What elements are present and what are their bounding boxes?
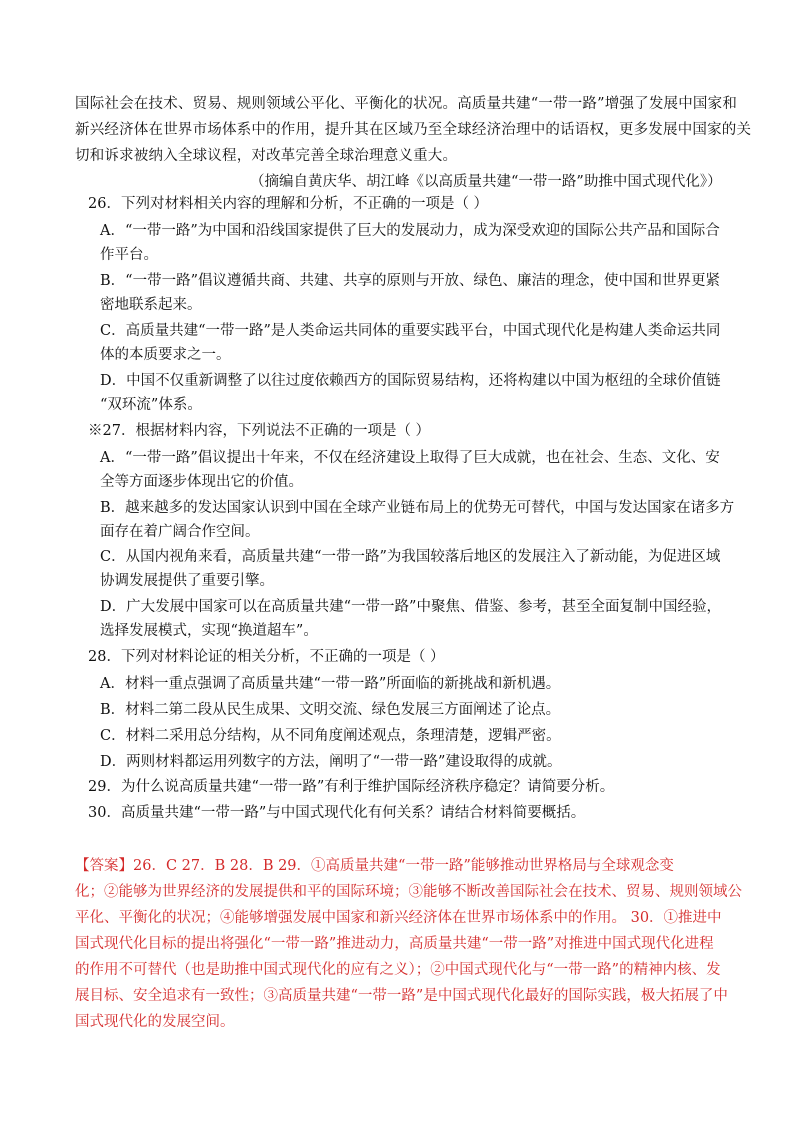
- q26-option-a: A．“一带一路”为中国和沿线国家提供了巨大的发展动力，成为深受欢迎的国际公共产品和国际合: [100, 223, 720, 239]
- q27-stem: ※27．根据材料内容，下列说法不正确的一项是（ ）: [88, 423, 431, 439]
- q27-option-b-cont: 面存在着广阔合作空间。: [100, 524, 260, 540]
- q27-option-c-cont: 协调发展提供了重要引擎。: [100, 573, 274, 589]
- q29-stem: 29．为什么说高质量共建“一带一路”有利于维护国际经济秩序稳定？请简要分析。: [88, 779, 615, 795]
- passage-line-3: 切和诉求被纳入全球议程，对改革完善全球治理意义重大。: [75, 148, 458, 164]
- answer-line-2: 化；②能够为世界经济的发展提供和平的国际环境；③能够不断改善国际社会在技术、贸易、规则领域公: [75, 884, 742, 900]
- q26-option-c-cont: 体的本质要求之一。: [100, 347, 231, 363]
- q27-option-b: B．越来越多的发达国家认识到中国在全球产业链布局上的优势无可替代，中国与发达国家在诸多方: [100, 500, 735, 516]
- q26-option-a-cont: 作平台。: [100, 247, 158, 263]
- q27-option-c: C．从国内视角来看，高质量共建“一带一路”为我国较落后地区的发展注入了新动能，为促进区域: [100, 549, 721, 565]
- answer-line-7: 国式现代化的发展空间。: [75, 1014, 235, 1030]
- answer-line-5: 的作用不可替代（也是助推中国式现代化的应有之义）；②中国式现代化与“一带一路”的精神内核、发: [75, 962, 721, 978]
- q26-stem: 26．下列对材料相关内容的理解和分析，不正确的一项是（ ）: [88, 196, 489, 212]
- q28-option-c: C．材料二采用总分结构，从不同角度阐述观点，条理清楚，逻辑严密。: [100, 728, 561, 744]
- q26-option-b-cont: 密地联系起来。: [100, 297, 202, 313]
- answer-line-4: 国式现代化目标的提出将强化“一带一路”推进动力，高质量共建“一带一路”对推进中国式现代化进程: [75, 936, 714, 952]
- answer-line-3: 平化、平衡化的状况；④能够增强发展中国家和新兴经济体在世界市场体系中的作用。 30．①推进中: [75, 910, 722, 926]
- q30-stem: 30．高质量共建“一带一路”与中国式现代化有何关系？请结合材料简要概括。: [88, 805, 586, 821]
- q26-option-b: B．“一带一路”倡议遵循共商、共建、共享的原则与开放、绿色、廉洁的理念，使中国和世界更紧: [100, 273, 720, 289]
- q27-option-d-cont: 选择发展模式，实现“换道超车”。: [100, 623, 318, 639]
- q28-stem: 28．下列对材料论证的相关分析，不正确的一项是（ ）: [88, 649, 445, 665]
- answer-line-6: 展目标、安全追求有一致性；③高质量共建“一带一路”是中国式现代化最好的国际实践，极大拓展了中: [75, 988, 728, 1004]
- q28-option-b: B．材料二第二段从民生成果、文明交流、绿色发展三方面阐述了论点。: [100, 702, 561, 718]
- passage-line-1: 国际社会在技术、贸易、规则领域公平化、平衡化的状况。高质量共建“一带一路”增强了发展中国家和: [75, 96, 738, 112]
- passage-source: （摘编自黄庆华、胡江峰《以高质量共建“一带一路”助推中国式现代化》）: [250, 174, 722, 190]
- q27-option-a: A．“一带一路”倡议提出十年来，不仅在经济建设上取得了巨大成就，也在社会、生态、文化、安: [100, 450, 720, 466]
- q26-option-d-cont: “双环流”体系。: [100, 397, 202, 413]
- q28-option-a: A．材料一重点强调了高质量共建“一带一路”所面临的新挑战和新机遇。: [100, 676, 561, 692]
- q28-option-d: D．两则材料都运用列数字的方法，阐明了“一带一路”建设取得的成就。: [100, 754, 562, 770]
- answer-line-1: 【答案】26．C 27．B 28．B 29．①高质量共建“一带一路”能够推动世界格局与全球观念变: [75, 858, 674, 874]
- q26-option-c: C．高质量共建“一带一路”是人类命运共同体的重要实践平台，中国式现代化是构建人类命运共同: [100, 323, 721, 339]
- passage-line-2: 新兴经济体在世界市场体系中的作用，提升其在区域乃至全球经济治理中的话语权，更多发展中国家的关: [75, 122, 752, 138]
- q26-option-d: D．中国不仅重新调整了以往过度依赖西方的国际贸易结构，还将构建以中国为枢纽的全球价值链: [100, 373, 721, 389]
- q27-option-d: D．广大发展中国家可以在高质量共建“一带一路”中聚焦、借鉴、参考，甚至全面复制中国经验，: [100, 599, 721, 615]
- q27-option-a-cont: 全等方面逐步体现出它的价值。: [100, 474, 303, 490]
